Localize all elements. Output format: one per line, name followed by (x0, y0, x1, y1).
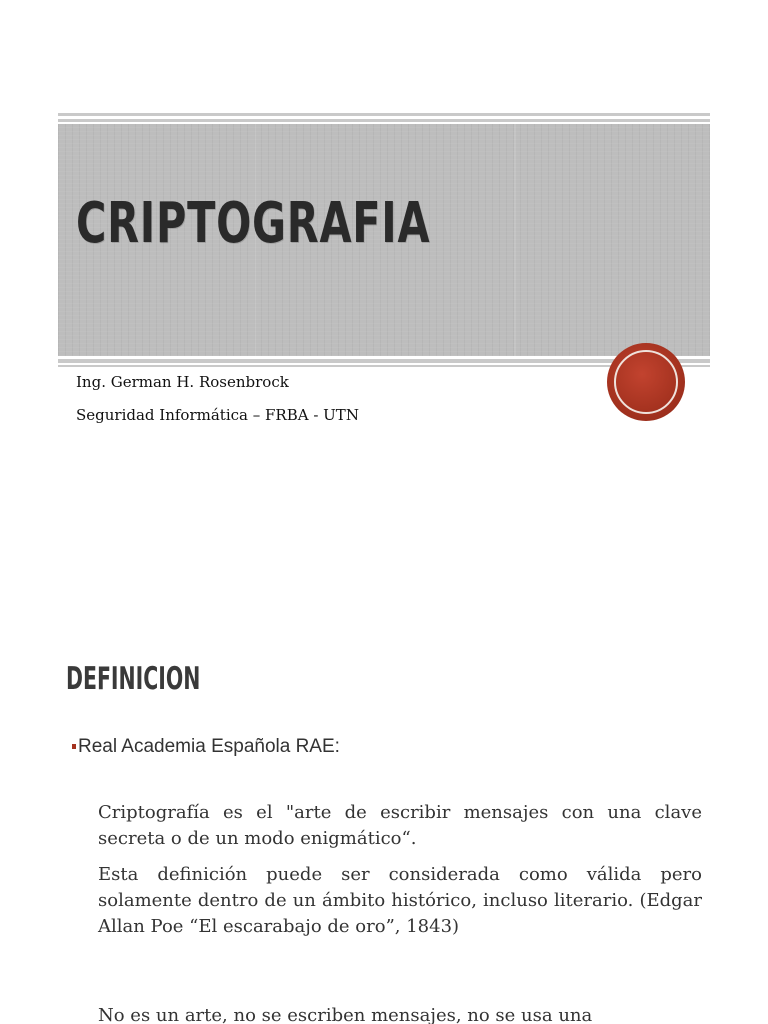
decorative-seal-icon (607, 343, 685, 421)
slide-title: CRIPTOGRAFIA (76, 191, 431, 256)
definition-paragraph: Esta definición puede ser considerada como válida pero solamente dentro de un ámbito histórico, incluso literario. (Edgar Allan Poe “El escarabajo de oro”, 1843) (98, 864, 702, 937)
title-band-top-line (58, 119, 710, 122)
title-band-top-line (58, 113, 710, 116)
definition-paragraph: No es un arte, no se escriben mensajes, no se usa una (98, 1005, 593, 1024)
bullet-square-icon (72, 744, 76, 749)
bullet-text: Real Academia Española RAE: (78, 736, 340, 757)
section-heading: DEFINICION (66, 661, 201, 697)
seal-ring (614, 350, 678, 414)
course-name: Seguridad Informática – FRBA - UTN (76, 406, 359, 424)
bullet-item (72, 736, 340, 758)
author-name: Ing. German H. Rosenbrock (76, 373, 289, 391)
definition-paragraph: Criptografía es el "arte de escribir mensajes con una clave secreta o de un modo enigmático“. (98, 802, 702, 849)
